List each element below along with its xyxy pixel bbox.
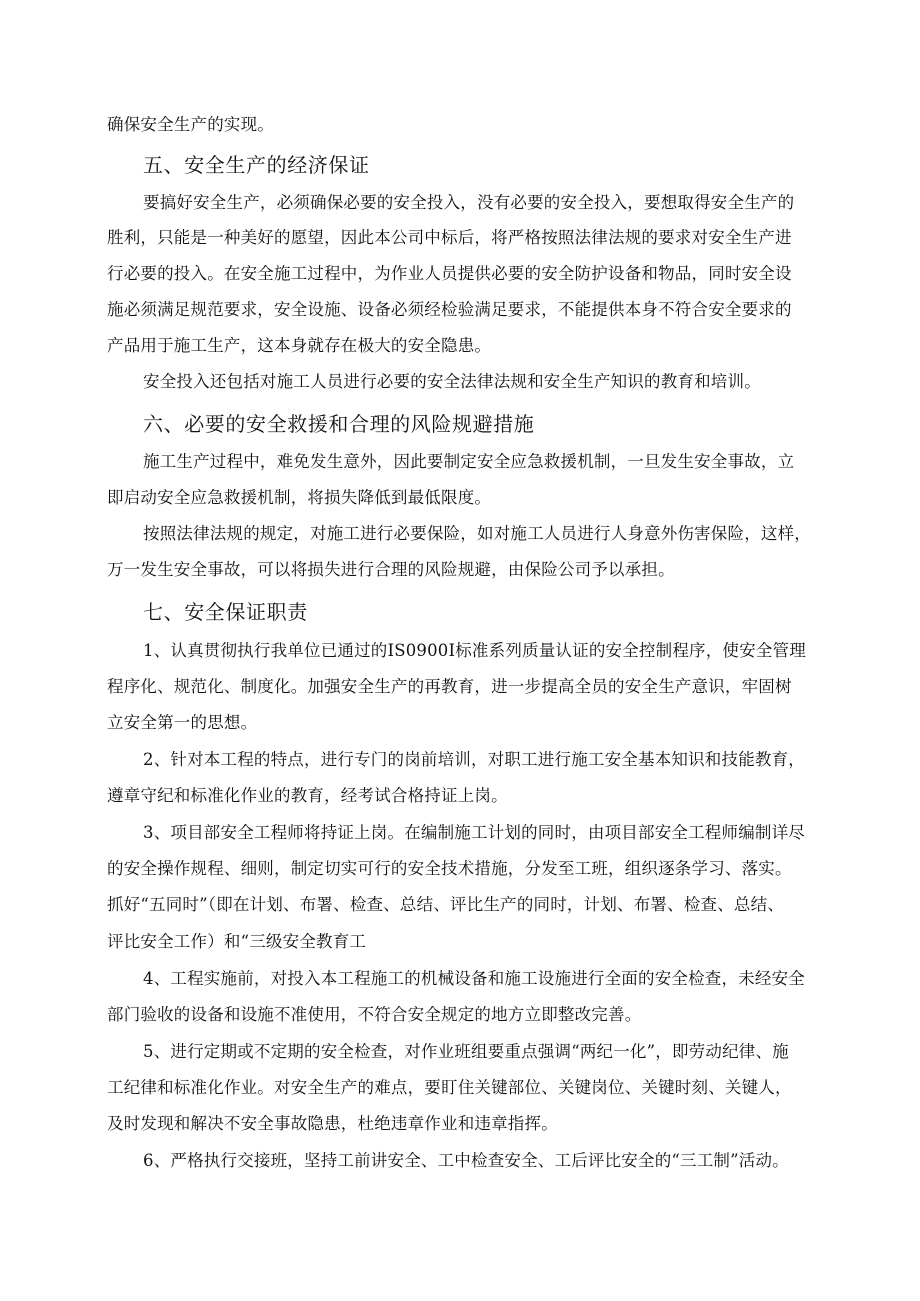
paragraph-line: 立安全第一的思想。: [107, 713, 258, 732]
paragraph-line: 施工生产过程中，难免发生意外，因此要制定安全应急救援机制，一旦发生安全事故，立: [143, 452, 795, 471]
paragraph-line: 产品用于施工生产，这本身就存在极大的安全隐患。: [107, 336, 492, 355]
paragraph-line: 即启动安全应急救援机制，将损失降低到最低限度。: [107, 488, 492, 507]
paragraph-line: 遵章守纪和标准化作业的教育，经考试合格持证上岗。: [107, 786, 508, 805]
paragraph-line: 行必要的投入。在安全施工过程中，为作业人员提供必要的安全防护设备和物品，同时安全设: [107, 264, 792, 283]
section-heading-6: 六、必要的安全救援和合理的风险规避措施: [143, 412, 535, 436]
paragraph-line: 1、认真贯彻执行我单位已通过的IS0900I标准系列质量认证的安全控制程序，使安全管理: [143, 641, 806, 660]
paragraph-line: 安全投入还包括对施工人员进行必要的安全法律法规和安全生产知识的教育和培训。: [143, 372, 761, 391]
paragraph-line: 确保安全生产的实现。: [107, 115, 274, 134]
paragraph-line: 万一发生安全事故，可以将损失进行合理的风险规避，由保险公司予以承担。: [107, 560, 675, 579]
paragraph-line: 抓好“五同时”（即在计划、布署、检查、总结、评比生产的同时，计划、布署、检查、总结、: [107, 895, 785, 914]
paragraph-line: 要搞好安全生产，必须确保必要的安全投入，没有必要的安全投入，要想取得安全生产的: [143, 193, 795, 212]
paragraph-line: 4、工程实施前，对投入本工程施工的机械设备和施工设施进行全面的安全检查，未经安全: [143, 969, 805, 988]
paragraph-line: 6、严格执行交接班，坚持工前讲安全、工中检查安全、工后评比安全的“三工制”活动。: [143, 1151, 789, 1170]
paragraph-line: 5、进行定期或不定期的安全检查，对作业班组要重点强调“两纪一化”，即劳动纪律、施: [143, 1042, 789, 1061]
section-heading-7: 七、安全保证职责: [143, 600, 308, 624]
paragraph-line: 评比安全工作）和“三级安全教育工: [107, 932, 367, 951]
paragraph-line: 的安全操作规程、细则，制定切实可行的安全技术措施，分发至工班，组织逐条学习、落实。: [107, 859, 792, 878]
paragraph-line: 3、项目部安全工程师将持证上岗。在编制施工计划的同时，由项目部安全工程师编制详尽: [143, 823, 805, 842]
paragraph-line: 程序化、规范化、制度化。加强安全生产的再教育，进一步提高全员的安全生产意识，牢固树: [107, 677, 792, 696]
paragraph-line: 胜利，只能是一种美好的愿望，因此本公司中标后，将严格按照法律法规的要求对安全生产进: [107, 228, 792, 247]
paragraph-line: 及时发现和解决不安全事故隐患，杜绝违章作业和违章指挥。: [107, 1114, 558, 1133]
paragraph-line: 施必须满足规范要求，安全设施、设备必须经检验满足要求，不能提供本身不符合安全要求的: [107, 300, 792, 319]
paragraph-line: 按照法律法规的规定，对施工进行必要保险，如对施工人员进行人身意外伤害保险，这样，: [143, 524, 811, 543]
paragraph-line: 部门验收的设备和设施不准使用，不符合安全规定的地方立即整改完善。: [107, 1005, 642, 1024]
paragraph-line: 工纪律和标准化作业。对安全生产的难点，要盯住关键部位、关键岗位、关键时刻、关键人，: [107, 1078, 792, 1097]
section-heading-5: 五、安全生产的经济保证: [143, 153, 370, 177]
paragraph-line: 2、针对本工程的特点，进行专门的岗前培训，对职工进行施工安全基本知识和技能教育，: [143, 750, 805, 769]
